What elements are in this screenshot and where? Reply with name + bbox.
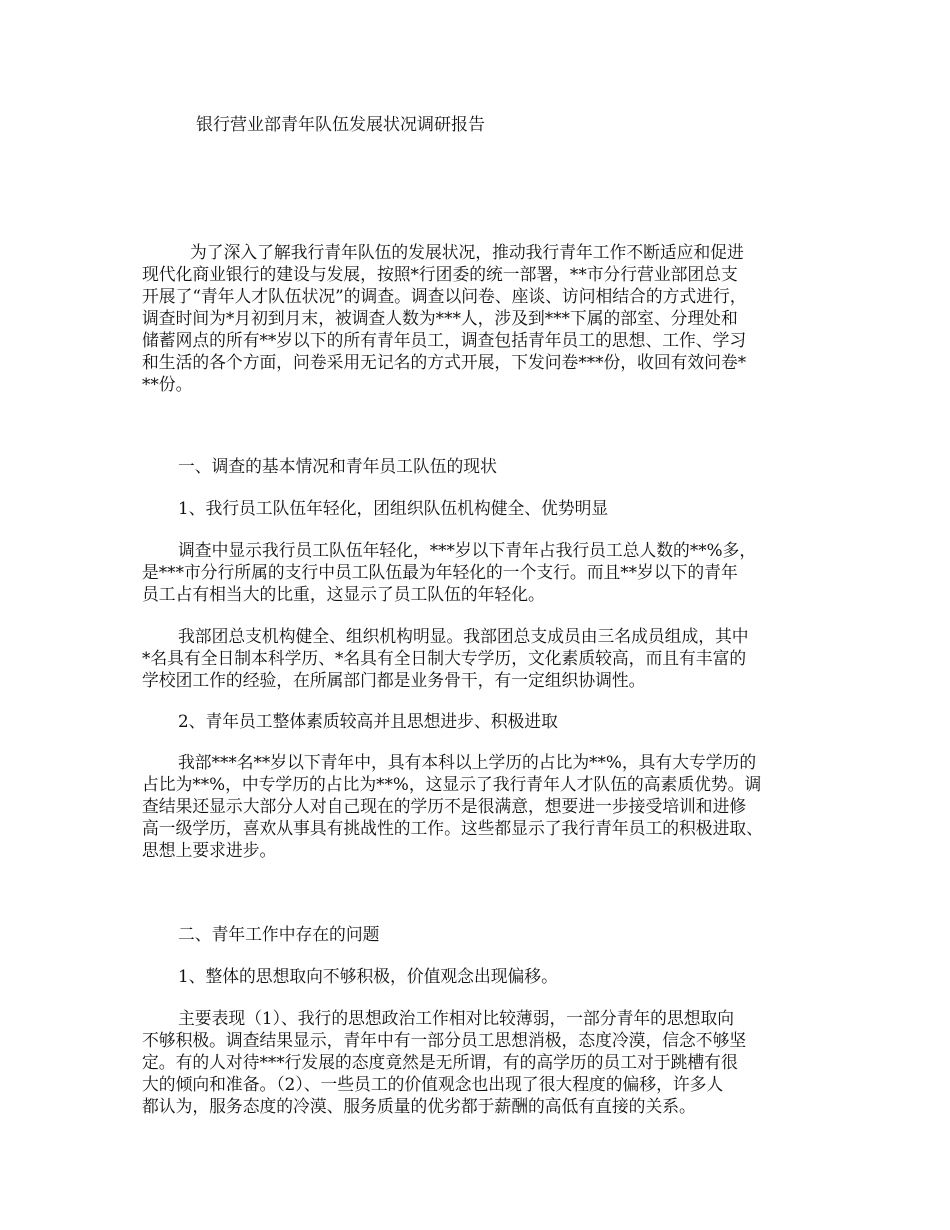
paragraph-2: [142, 625, 822, 691]
subsection-heading-2-1: 1、整体的思想取向不够积极，价值观念出现偏移。: [178, 966, 558, 986]
paragraph-line: 调查中显示我行员工队伍年轻化，***岁以下青年占我行员工总人数的**%多，: [178, 540, 757, 560]
subsection-heading-1-1: 1、我行员工队伍年轻化，团组织队伍机构健全、优势明显: [178, 498, 609, 518]
paragraph-line: 定。有的人对待***行发展的态度竟然是无所谓，有的高学历的员工对于跳槽有很: [142, 1052, 738, 1072]
paragraph-line: 学校团工作的经验，在所属部门都是业务骨干，有一定组织协调性。: [142, 670, 646, 690]
paragraph-line: 我部***名**岁以下青年中，具有本科以上学历的占比为**%，具有大专学历的: [178, 752, 757, 772]
paragraph-line: 储蓄网点的所有**岁以下的所有青年员工，调查包括青年员工的思想、工作、学习: [142, 330, 747, 350]
paragraph-line: 我部团总支机构健全、组织机构明显。我部团总支成员由三名成员组成，其中: [178, 626, 749, 646]
paragraph-line: 主要表现（1）、我行的思想政治工作相对比较薄弱，一部分青年的思想取向: [178, 1008, 735, 1028]
paragraph-line: 调查时间为*月初到月末，被调查人数为***人，涉及到***下属的部室、分理处和: [142, 308, 738, 328]
paragraph-line: 大的倾向和准备。（2）、一些员工的价值观念也出现了很大程度的偏移，许多人: [142, 1074, 724, 1094]
paragraph-line: 不够积极。调查结果显示，青年中有一部分员工思想消极，态度冷漠，信念不够坚: [142, 1030, 747, 1050]
paragraph-line: *名具有全日制本科学历、*名具有全日制大专学历，文化素质较高，而且有丰富的: [142, 648, 747, 668]
paragraph-line: 现代化商业银行的建设与发展，按照*行团委的统一部署，**市分行营业部团总支: [142, 264, 738, 284]
paragraph-line: 高一级学历，喜欢从事具有挑战性的工作。这些都显示了我行青年员工的积极进取、: [142, 818, 763, 838]
paragraph-1: [142, 539, 822, 605]
paragraph-line: 思想上要求进步。: [142, 840, 277, 860]
paragraph-3: [142, 751, 822, 861]
paragraph-line: 和生活的各个方面，问卷采用无记名的方式开展，下发问卷***份，收回有效问卷*: [142, 352, 747, 372]
section-heading-1: 一、调查的基本情况和青年员工队伍的现状: [178, 456, 497, 476]
intro-paragraph: [142, 241, 822, 395]
paragraph-line: 为了深入了解我行青年队伍的发展状况，推动我行青年工作不断适应和促进: [190, 242, 744, 262]
paragraph-4: [142, 1007, 822, 1117]
paragraph-line: 员工占有相当大的比重，这显示了员工队伍的年轻化。: [142, 584, 545, 604]
paragraph-line: 占比为**%，中专学历的占比为**%，这显示了我行青年人才队伍的高素质优势。调: [142, 774, 762, 794]
document-title: 银行营业部青年队伍发展状况调研报告: [196, 115, 485, 135]
section-heading-2: 二、青年工作中存在的问题: [178, 924, 380, 944]
paragraph-line: 都认为，服务态度的冷漠、服务质量的优劣都于薪酬的高低有直接的关系。: [142, 1096, 696, 1116]
paragraph-line: 是***市分行所属的支行中员工队伍最为年轻化的一个支行。而且**岁以下的青年: [142, 562, 738, 582]
subsection-heading-1-2: 2、青年员工整体素质较高并且思想进步、积极进取: [178, 711, 558, 731]
paragraph-line: 查结果还显示大部分人对自己现在的学历不是很满意，想要进一步接受培训和进修: [142, 796, 747, 816]
paragraph-line: **份。: [142, 374, 193, 394]
paragraph-line: 开展了“青年人才队伍状况”的调查。调查以问卷、座谈、访问相结合的方式进行，: [142, 286, 747, 306]
